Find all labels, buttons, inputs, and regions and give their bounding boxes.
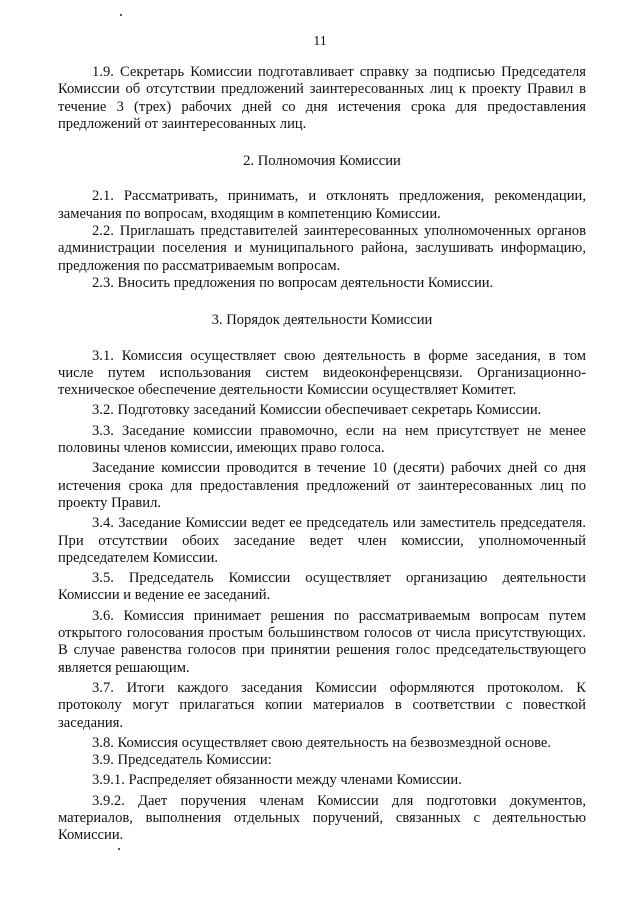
paragraph-3-4: 3.4. Заседание Комиссии ведет ее председатель или заместитель председателя. При отсутствии обоих заседание ведет член комиссии, уполномоченный председателем Комиссии. [58,515,586,566]
scan-speck [118,848,120,850]
paragraph-2-1: 2.1. Рассматривать, принимать, и отклонять предложения, рекомендации, замечания по вопросам, входящим в компетенцию Комиссии. [58,188,586,222]
paragraph-3-5: 3.5. Председатель Комиссии осуществляет организацию деятельности Комиссии и ведение ее заседаний. [58,570,586,604]
document-body [58,64,586,845]
paragraph-3-9-1: 3.9.1. Распределяет обязанности между членами Комиссии. [92,772,462,789]
paragraph-3-9: 3.9. Председатель Комиссии: [92,752,272,769]
paragraph-3-3-meeting-term: Заседание комиссии проводится в течение 10 (десяти) рабочих дней со дня истечения срока для предоставления предложений от заинтересованных лиц по проекту Правил. [58,460,586,511]
section-heading-3: 3. Порядок деятельности Комиссии [211,312,433,329]
section-heading-2: 2. Полномочия Комиссии [243,153,401,170]
paragraph-3-2: 3.2. Подготовку заседаний Комиссии обеспечивает секретарь Комиссии. [92,402,542,419]
paragraph-3-9-2: 3.9.2. Дает поручения членам Комиссии для подготовки документов, материалов, выполнения отдельных поручений, связанных с деятельностью Комиссии. [58,792,586,844]
paragraph-2-3: 2.3. Вносить предложения по вопросам деятельности Комиссии. [92,274,494,291]
paragraph-3-7: 3.7. Итоги каждого заседания Комиссии оформляются протоколом. К протоколу могут прилагаться копии материалов в соответствии с повесткой заседания. [58,679,586,731]
paragraph-3-8: 3.8. Комиссия осуществляет свою деятельность на безвозмездной основе. [92,734,552,751]
paragraph-3-3: 3.3. Заседание комиссии правомочно, если на нем присутствует не менее половины членов комиссии, имеющих право голоса. [58,422,586,457]
paragraph-3-6: 3.6. Комиссия принимает решения по рассматриваемым вопросам путем открытого голосования простым большинством голосов от числа присутствующих. В случае равенства голосов при принятии решения голос председательствующего является решающим. [58,607,586,676]
paragraph-1-9: 1.9. Секретарь Комиссии подготавливает справку за подписью Председателя Комиссии об отсутствии предложений заинтересованных лиц к проекту Правил в течение 3 (трех) рабочих дней со дня истечения срока для предоставления предложений от заинтересованных лиц. [58,64,586,132]
paragraph-2-2: 2.2. Приглашать представителей заинтересованных уполномоченных органов администрации поселения и муниципального района, заслушивать информацию, предложения по рассматриваемым вопросам. [58,223,586,274]
scan-speck [120,14,122,16]
page-number: 11 [313,34,327,49]
paragraph-3-1: 3.1. Комиссия осуществляет свою деятельность в форме заседания, в том числе путем использования систем видеоконференцсвязи. Организационно-техническое обеспечение деятельности Комиссии осуществляет Комитет. [58,347,586,399]
